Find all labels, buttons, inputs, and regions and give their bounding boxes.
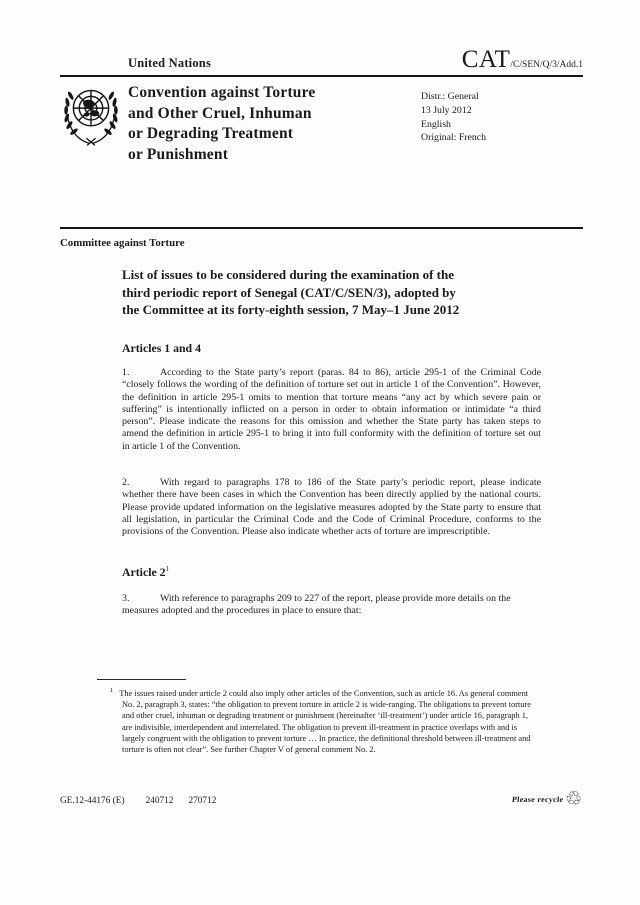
footer-reference (60, 796, 216, 806)
document-title-line: the Committee at its forty-eighth session, 7 May–1 June 2012 (122, 302, 460, 317)
document-symbol-suffix: /C/SEN/Q/3/Add.1 (510, 60, 583, 70)
section-heading-articles-1-4: Articles 1 and 4 (122, 341, 201, 355)
footer-date-2: 270712 (188, 796, 217, 806)
treaty-title-line: Convention against Torture (128, 84, 316, 101)
document-symbol-main: CAT (461, 46, 511, 73)
distr-original: Original: French (421, 132, 487, 144)
paragraph-1 (122, 367, 541, 453)
footnote-reference: 1 (165, 565, 170, 574)
recycle-icon: ♲ (564, 788, 582, 810)
masthead-rule (60, 227, 583, 229)
un-emblem-icon (58, 82, 124, 150)
treaty-title-line: or Punishment (128, 145, 229, 163)
treaty-title-line: and Other Cruel, Inhuman (128, 104, 312, 122)
header-rule (60, 75, 583, 77)
distr-language: English (421, 118, 451, 130)
distr-type: Distr.: General (421, 91, 479, 102)
paragraph-number: 2. (122, 477, 130, 488)
footnote-text: The issues raised under article 2 could also imply other articles of the Convention, such as article 16. As general comment No. 2, paragraph 3, states: “the obligation to prevent torture in article 2 is wide-ranging. The obligations to prevent torture and other cruel, inhuman or degrading treatment or punishment (hereinafter ‘ill-treatment’) under article 16, paragraph 1, are indivisible, interdependent and interrelated. The obligation to prevent ill-treatment in practice overlaps with and is largely congruent with the obligation to prevent torture … In practice, the definitional threshold between ill-treatment and torture is often not clear”. See further Chapter V of general comment No. 2. (119, 688, 531, 755)
paragraph-text: According to the State party’s report (paras. 84 to 86), article 295-1 of the Criminal Code “closely follows the wording of the definition of torture set out in article 1 of the Convention”. However, the definition in article 295-1 omits to mention that torture means “any act by which severe pain or suffering” is intentionally inflicted on a person in order to obtain information or intimidate “a third person”. Please indicate the reasons for this omission and whether the State party has taken steps to amend the definition in article 295-1 to bring it into full conformity with the definition of torture set out in article 1 of the Convention. (122, 367, 541, 452)
ge-number: GE.12-44176 (E) (60, 796, 125, 806)
footnote-marker: 1 (110, 687, 114, 694)
recycle-label: Please recycle (511, 795, 564, 804)
committee-heading: Committee against Torture (60, 237, 185, 249)
section-heading-text: Article 2 (122, 565, 166, 579)
treaty-title-line: or Degrading Treatment (128, 125, 294, 142)
section-heading-article-2 (122, 565, 169, 580)
paragraph-text: With regard to paragraphs 178 to 186 of the State party’s periodic report, please indicate whether there have been cases in which the Convention has been directly applied by the national courts. Please provide updated information on the legislative measures adopted by the State party to ensure that all legislation, in particular the Criminal Code and the Code of Criminal Procedure, conforms to the provisions of the Convention. Please also indicate whether acts of torture are imprescriptible. (122, 477, 541, 538)
paragraph-number: 1. (122, 367, 130, 378)
document-symbol (462, 46, 583, 74)
paragraph-text: With reference to paragraphs 209 to 227 of the report, please provide more details on the measures adopted and the procedures in place to ensure that: (122, 593, 511, 617)
paragraph-2 (122, 477, 541, 538)
document-title-line: List of issues to be considered during the examination of the (122, 267, 454, 282)
treaty-title (128, 83, 316, 165)
footnote-1 (110, 685, 536, 756)
distr-date: 13 July 2012 (421, 104, 472, 116)
footer-date-1: 240712 (145, 796, 174, 806)
document-title-line: third periodic report of Senegal (CAT/C/SEN/3), adopted by (122, 284, 456, 300)
recycle-notice (512, 790, 582, 809)
distribution-block (421, 90, 486, 145)
footnote-separator (97, 679, 186, 680)
paragraph-3 (122, 593, 541, 618)
united-nations-label: United Nations (128, 56, 212, 70)
paragraph-number: 3. (122, 593, 130, 604)
document-title (122, 266, 562, 319)
